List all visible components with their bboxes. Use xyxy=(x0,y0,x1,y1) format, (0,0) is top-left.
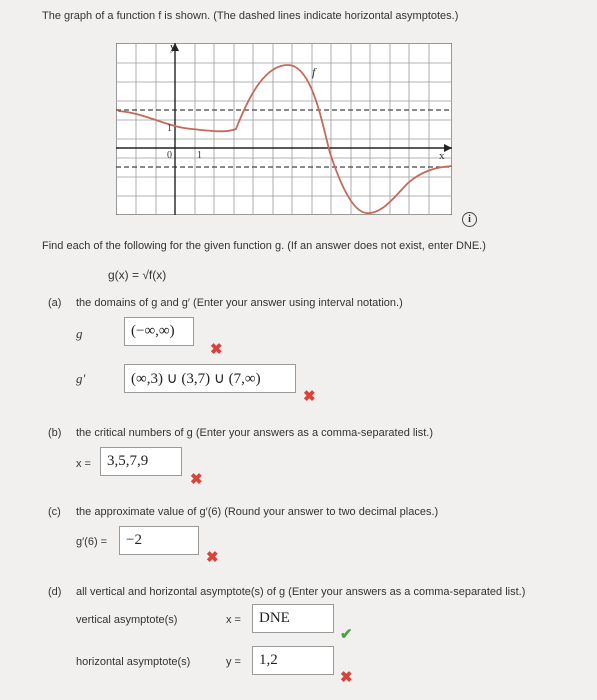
tick-label-origin: 0 xyxy=(167,150,172,161)
gprime-six-input[interactable]: −2 xyxy=(119,526,199,555)
x-axis-label: x xyxy=(439,150,445,162)
info-icon[interactable]: i xyxy=(462,212,477,227)
part-d-label: (d) xyxy=(48,586,62,598)
part-a-g-label: g xyxy=(76,326,83,341)
function-graph xyxy=(116,43,452,215)
horizontal-asymptote-label: horizontal asymptote(s) xyxy=(76,656,191,668)
part-c-label: (c) xyxy=(48,506,61,518)
part-b-label: (b) xyxy=(48,427,62,439)
vertical-asymptote-prefix: x = xyxy=(226,614,241,626)
horizontal-asymptote-wrong-icon: ✖ xyxy=(340,669,353,686)
part-b-prefix: x = xyxy=(76,458,91,470)
tick-label-x-one: 1 xyxy=(197,150,202,161)
vertical-asymptote-input[interactable]: DNE xyxy=(252,604,334,633)
part-b-text: the critical numbers of g (Enter your answers as a comma-separated list.) xyxy=(76,427,434,439)
critical-numbers-wrong-icon: ✖ xyxy=(190,471,203,488)
critical-numbers-input[interactable]: 3,5,7,9 xyxy=(100,447,182,476)
part-d-text: all vertical and horizontal asymptote(s) of g (Enter your answers as a comma-separated list.) xyxy=(76,586,526,598)
domain-g-wrong-icon: ✖ xyxy=(210,341,223,358)
horizontal-asymptote-prefix: y = xyxy=(226,656,241,668)
domain-g-input[interactable]: (−∞,∞) xyxy=(124,317,194,346)
function-definition: g(x) = √f(x) xyxy=(108,268,167,282)
curve-label: f xyxy=(312,65,316,79)
part-c-text: the approximate value of g′(6) (Round your answer to two decimal places.) xyxy=(76,506,439,518)
problem-prompt: The graph of a function f is shown. (The dashed lines indicate horizontal asymptotes.) xyxy=(42,10,459,22)
domain-gprime-input[interactable]: (∞,3) ∪ (3,7) ∪ (7,∞) xyxy=(124,364,296,393)
part-c-prefix: g′(6) = xyxy=(76,536,108,548)
y-axis-label: y xyxy=(170,41,176,53)
part-a-label: (a) xyxy=(48,297,62,309)
instruction-text: Find each of the following for the given function g. (If an answer does not exist, enter DNE.) xyxy=(42,240,486,252)
domain-gprime-wrong-icon: ✖ xyxy=(303,388,316,405)
part-a-gprime-label: g′ xyxy=(76,371,86,386)
part-a-text: the domains of g and g′ (Enter your answer using interval notation.) xyxy=(76,297,403,309)
tick-label-y-one: 1 xyxy=(167,123,172,134)
gprime-six-wrong-icon: ✖ xyxy=(206,549,219,566)
vertical-asymptote-correct-icon: ✔ xyxy=(340,626,353,643)
horizontal-asymptote-input[interactable]: 1,2 xyxy=(252,646,334,675)
vertical-asymptote-label: vertical asymptote(s) xyxy=(76,614,178,626)
